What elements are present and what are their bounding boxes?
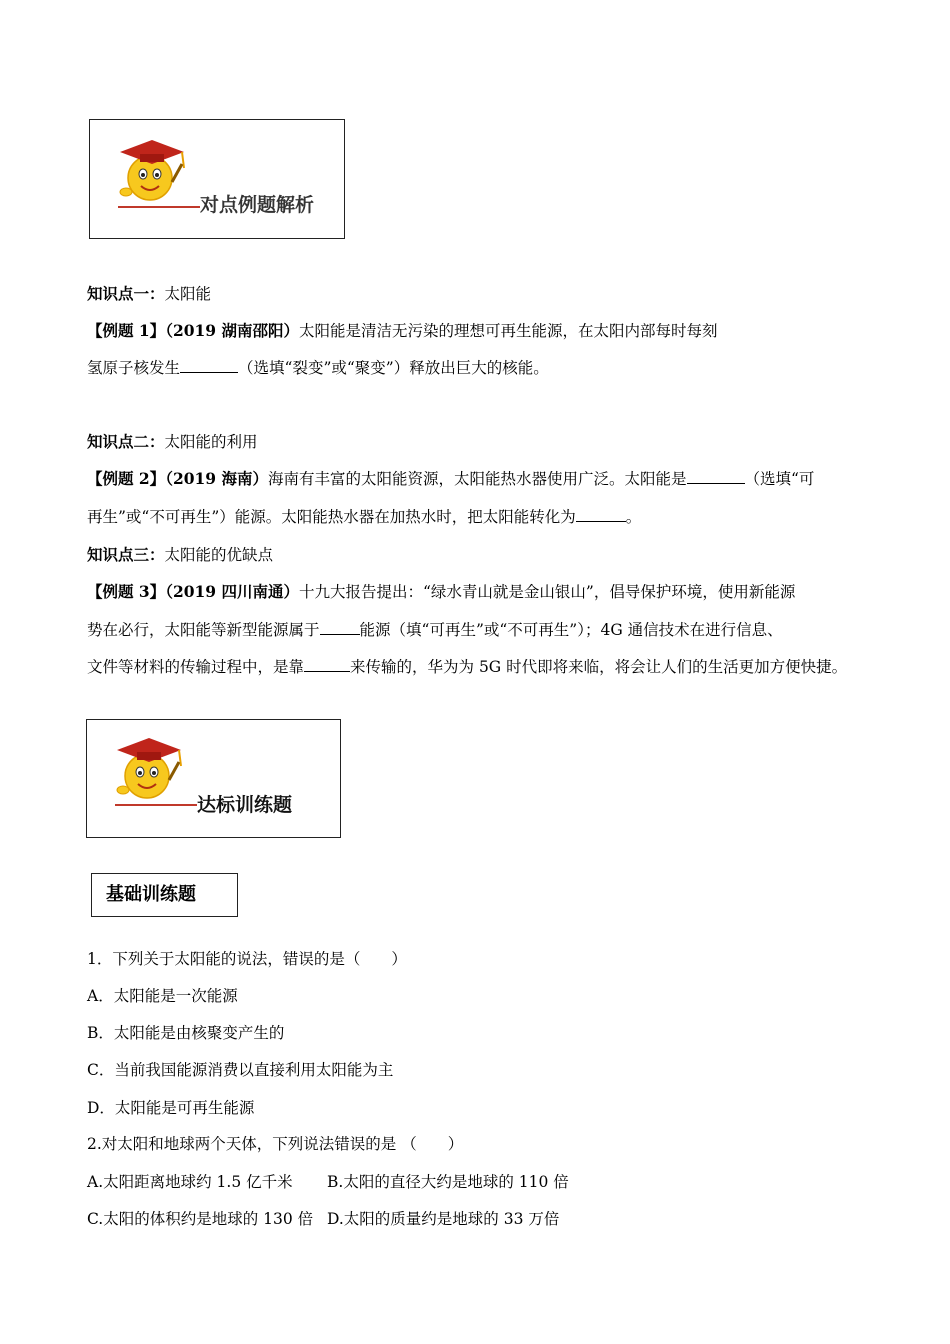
kp-label: 知识点二： xyxy=(87,432,165,451)
kp-text: 太阳能 xyxy=(164,285,212,303)
example-text: 势在必行，太阳能等新型能源属于 xyxy=(87,621,320,639)
question-2-option-d[interactable]: D.太阳的质量约是地球的 33 万倍 xyxy=(327,1210,560,1228)
mascot-graduate-icon xyxy=(109,732,189,804)
example-text: 来传输的，华为为 5G 时代即将来临，将会让人们的生活更加方便快捷。 xyxy=(350,658,848,676)
section-box xyxy=(91,873,238,917)
kp-text: 太阳能的优缺点 xyxy=(164,546,274,564)
answer-blank[interactable] xyxy=(576,507,626,522)
answer-blank[interactable] xyxy=(180,358,238,373)
example-tag: 【例题 1】 xyxy=(87,321,166,340)
example-tag: 【例题 3】 xyxy=(87,582,166,601)
example-tag: 【例题 2】 xyxy=(87,469,166,488)
question-1-stem: 1．下列关于太阳能的说法，错误的是（ ） xyxy=(87,950,407,968)
kp-text: 太阳能的利用 xyxy=(164,433,258,451)
banner-title: 对点例题解析 xyxy=(200,194,315,216)
banner-example-analysis xyxy=(89,119,345,239)
example-text: 文件等材料的传输过程中，是靠 xyxy=(87,658,305,676)
example-text: 能源（填“可再生”或“不可再生”）；4G 通信技术在进行信息、 xyxy=(359,621,783,639)
answer-blank[interactable] xyxy=(320,620,360,635)
example-text: 。 xyxy=(625,508,642,526)
question-2-stem: 2.对太阳和地球两个天体，下列说法错误的是 （ ） xyxy=(87,1135,464,1153)
example-3-line-3 xyxy=(87,655,847,677)
example-source: （2019 四川南通） xyxy=(165,582,299,601)
example-3-line-2 xyxy=(87,618,783,640)
mascot-graduate-icon xyxy=(112,134,192,206)
question-2-option-b[interactable]: B.太阳的直径大约是地球的 110 倍 xyxy=(327,1173,569,1191)
question-2-option-a[interactable]: A.太阳距离地球约 1.5 亿千米 xyxy=(87,1173,293,1191)
banner-rule xyxy=(118,206,200,208)
kp-label: 知识点一： xyxy=(87,284,165,303)
example-text: 氢原子核发生 xyxy=(87,359,181,377)
answer-blank[interactable] xyxy=(687,469,745,484)
example-1-line-1 xyxy=(87,319,718,341)
banner-training xyxy=(86,719,341,838)
question-1-option-c[interactable]: C．当前我国能源消费以直接利用太阳能为主 xyxy=(87,1061,394,1079)
example-text: （选填“可 xyxy=(744,470,815,488)
example-3-line-1 xyxy=(87,580,795,602)
example-source: （2019 湖南邵阳） xyxy=(165,321,299,340)
knowledge-point-1 xyxy=(87,282,211,304)
example-text: 海南有丰富的太阳能资源，太阳能热水器使用广泛。太阳能是 xyxy=(267,470,687,488)
example-source: （2019 海南） xyxy=(165,469,268,488)
banner-rule xyxy=(115,804,197,806)
example-2-line-2 xyxy=(87,505,641,527)
knowledge-point-2 xyxy=(87,430,258,452)
kp-label: 知识点三： xyxy=(87,545,165,564)
question-1-option-a[interactable]: A．太阳能是一次能源 xyxy=(87,987,238,1005)
answer-blank[interactable] xyxy=(304,657,350,672)
question-2-option-c[interactable]: C.太阳的体积约是地球的 130 倍 xyxy=(87,1210,314,1228)
example-2-line-1 xyxy=(87,467,814,489)
section-title: 基础训练题 xyxy=(106,884,196,905)
knowledge-point-3 xyxy=(87,543,273,565)
example-text: （选填“裂变”或“聚变”）释放出巨大的核能。 xyxy=(238,359,549,377)
question-1-option-d[interactable]: D．太阳能是可再生能源 xyxy=(87,1099,255,1117)
example-text: 太阳能是清洁无污染的理想可再生能源，在太阳内部每时每刻 xyxy=(298,322,718,340)
question-1-option-b[interactable]: B．太阳能是由核聚变产生的 xyxy=(87,1024,285,1042)
example-text: 再生”或“不可再生”）能源。太阳能热水器在加热水时，把太阳能转化为 xyxy=(87,508,576,526)
example-text: 十九大报告提出：“绿水青山就是金山银山”，倡导保护环境，使用新能源 xyxy=(298,583,796,601)
example-1-line-2 xyxy=(87,356,549,378)
banner-title: 达标训练题 xyxy=(197,794,293,816)
